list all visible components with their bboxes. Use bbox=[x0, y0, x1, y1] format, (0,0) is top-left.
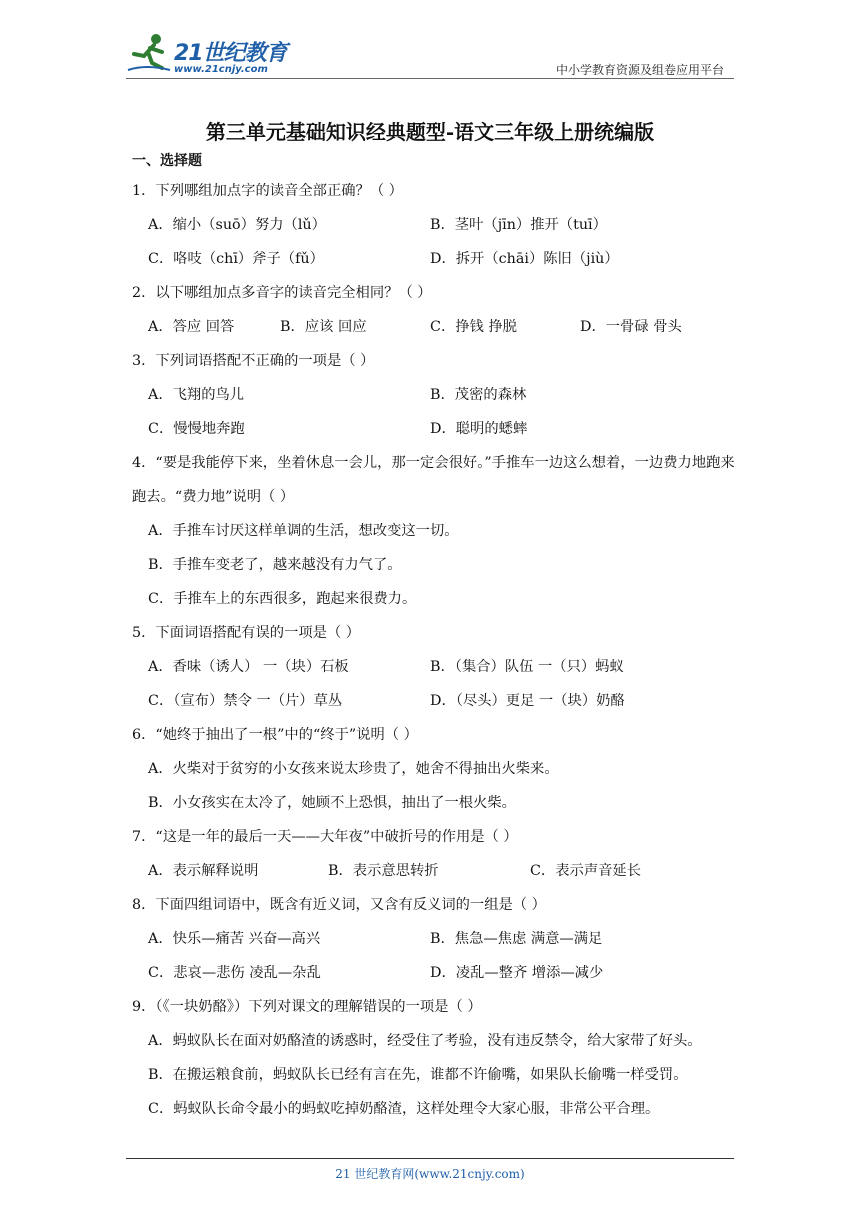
option-b: B．茎叶（jīn）推开（tuī） bbox=[430, 217, 607, 233]
option-c: C．手推车上的东西很多，跑起来很费力。 bbox=[148, 591, 417, 607]
option-b: B．应该 回应 bbox=[280, 319, 367, 335]
question-list bbox=[132, 148, 742, 1126]
question-6-option-b bbox=[148, 786, 742, 820]
question-8-options-row2 bbox=[148, 956, 742, 990]
document-title: 第三单元基础知识经典题型-语文三年级上册统编版 bbox=[205, 120, 655, 144]
option-c: C．挣钱 挣脱 bbox=[430, 319, 517, 335]
header-divider bbox=[126, 78, 734, 79]
option-a: A．香味（诱人） 一（块）石板 bbox=[148, 659, 349, 675]
option-c: C．蚂蚁队长命令最小的蚂蚁吃掉奶酪渣，这样处理令大家心服，非常公平合理。 bbox=[148, 1101, 660, 1117]
section-heading: 一、选择题 bbox=[132, 153, 202, 169]
question-6-option-a bbox=[148, 752, 742, 786]
question-9-option-a bbox=[148, 1024, 742, 1058]
question-7-options bbox=[148, 854, 742, 888]
option-c: C．悲哀—悲伤 凌乱—杂乱 bbox=[148, 965, 321, 981]
question-8: 8．下面四组词语中，既含有近义词，又含有反义词的一组是（ ） bbox=[132, 897, 546, 913]
question-1: 1．下列哪组加点字的读音全部正确？（ ） bbox=[132, 183, 403, 199]
option-b: B．焦急—焦虑 满意—满足 bbox=[430, 931, 603, 947]
option-c: C．（宣布）禁令 一（片）草丛 bbox=[148, 693, 343, 709]
logo-url: www.21cnjy.com bbox=[174, 64, 268, 75]
question-5-options-row1 bbox=[148, 650, 742, 684]
option-c: C．慢慢地奔跑 bbox=[148, 421, 245, 437]
question-9-option-b bbox=[148, 1058, 742, 1092]
option-a: A．飞翔的鸟儿 bbox=[148, 387, 245, 403]
option-c: C．表示声音延长 bbox=[530, 863, 642, 879]
option-a: A．答应 回答 bbox=[148, 319, 235, 335]
option-a: A．火柴对于贫穷的小女孩来说太珍贵了，她舍不得抽出火柴来。 bbox=[148, 761, 559, 777]
page-header bbox=[0, 0, 860, 90]
question-4-option-c bbox=[148, 582, 742, 616]
question-6: 6．“她终于抽出了一根”中的“终于”说明（ ） bbox=[132, 727, 418, 743]
footer-divider bbox=[126, 1158, 734, 1159]
option-d: D．一骨碌 骨头 bbox=[580, 319, 682, 335]
question-1-options-row1 bbox=[148, 208, 742, 242]
logo bbox=[126, 30, 296, 78]
question-8-options-row1 bbox=[148, 922, 742, 956]
question-3-options-row1 bbox=[148, 378, 742, 412]
question-9-option-c bbox=[148, 1092, 742, 1126]
option-d: D．（尽头）更足 一（块）奶酪 bbox=[430, 693, 625, 709]
question-5: 5．下面词语搭配有误的一项是（ ） bbox=[132, 625, 361, 641]
logo-text: 21世纪教育 bbox=[174, 41, 287, 66]
option-a: A．快乐—痛苦 兴奋—高兴 bbox=[148, 931, 321, 947]
option-b: B．（集合）队伍 一（只）蚂蚁 bbox=[430, 659, 624, 675]
option-a: A．手推车讨厌这样单调的生活，想改变这一切。 bbox=[148, 523, 459, 539]
question-7: 7．“这是一年的最后一天——大年夜”中破折号的作用是（ ） bbox=[132, 829, 518, 845]
option-d: D．凌乱—整齐 增添—减少 bbox=[430, 965, 604, 981]
option-a: A．蚂蚁队长在面对奶酪渣的诱惑时，经受住了考验，没有违反禁令，给大家带了好头。 bbox=[148, 1033, 702, 1049]
question-4-option-b bbox=[148, 548, 742, 582]
option-b: B．小女孩实在太冷了，她顾不上恐惧，抽出了一根火柴。 bbox=[148, 795, 516, 811]
header-platform-name: 中小学教育资源及组卷应用平台 bbox=[555, 63, 724, 77]
question-1-options-row2 bbox=[148, 242, 742, 276]
option-a: A．缩小（suō）努力（lǔ） bbox=[148, 217, 326, 233]
option-d: D．聪明的蟋蟀 bbox=[430, 421, 528, 437]
question-2-options bbox=[148, 310, 742, 344]
option-b: B．表示意思转折 bbox=[328, 863, 439, 879]
question-2: 2．以下哪组加点多音字的读音完全相同？（ ） bbox=[132, 285, 432, 301]
footer-link[interactable]: 21 世纪教育网(www.21cnjy.com) bbox=[335, 1167, 525, 1181]
option-d: D．拆开（chāi）陈旧（jiù） bbox=[430, 251, 619, 267]
question-4-option-a bbox=[148, 514, 742, 548]
option-b: B．在搬运粮食前，蚂蚁队长已经有言在先，谁都不许偷嘴，如果队长偷嘴一样受罚。 bbox=[148, 1067, 688, 1083]
option-b: B．手推车变老了，越来越没有力气了。 bbox=[148, 557, 402, 573]
question-3: 3．下列词语搭配不正确的一项是（ ） bbox=[132, 353, 375, 369]
question-9: 9．（《一块奶酪》）下列对课文的理解错误的一项是（ ） bbox=[132, 999, 482, 1015]
option-c: C．咯吱（chī）斧子（fǔ） bbox=[148, 251, 324, 267]
runner-logo-icon bbox=[126, 30, 172, 76]
option-b: B．茂密的森林 bbox=[430, 387, 527, 403]
question-3-options-row2 bbox=[148, 412, 742, 446]
question-5-options-row2 bbox=[148, 684, 742, 718]
option-a: A．表示解释说明 bbox=[148, 863, 259, 879]
question-4: 4．“要是我能停下来，坐着休息一会儿，那一定会很好。”手推车一边这么想着，一边费力地跑来跑去。“费力地”说明（ ） bbox=[132, 455, 735, 505]
